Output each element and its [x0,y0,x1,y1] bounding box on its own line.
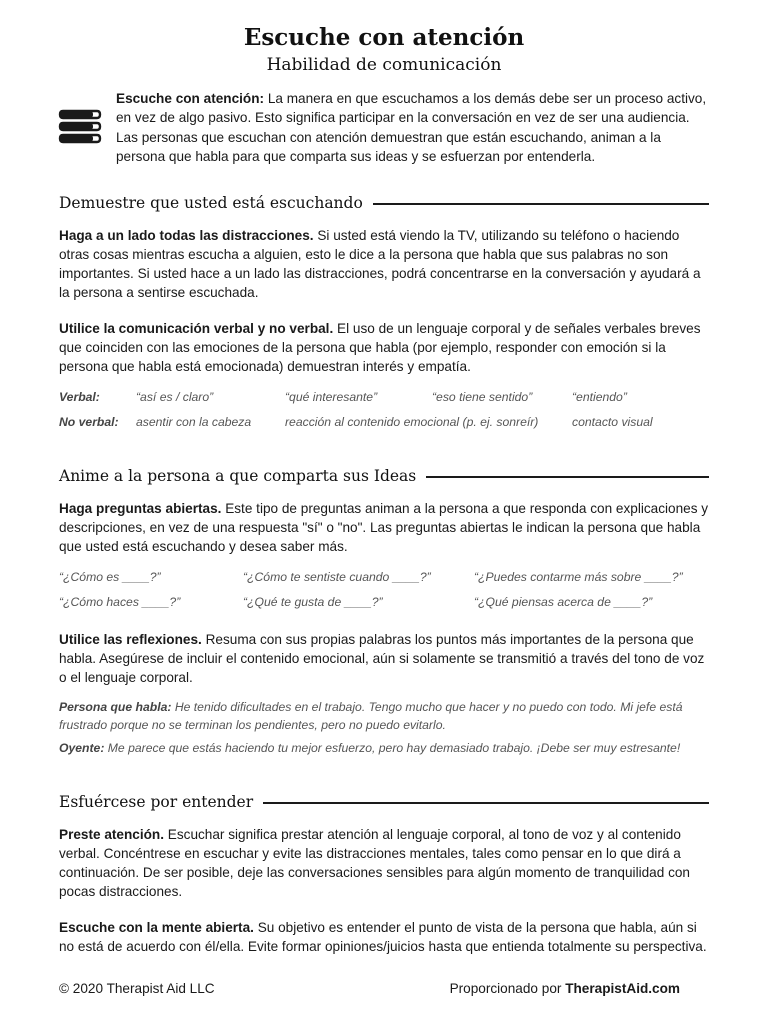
heading-rule [263,802,709,804]
paragraph-body: Resuma con sus propias palabras los puntos más importantes de la persona que habla. Asegúrese de incluir el contenido emocional, aún si solamente se transmitió a través del tono de voz o el lenguaje corporal. [59,632,705,685]
open-question-example: “¿Puedes contarme más sobre ____?” [474,570,683,584]
paragraph-body: El uso de un lenguaje corporal y de señales verbales breves que coinciden con las emociones de la persona que habla (por ejemplo, responder con emoción si la persona que habla está emocionada) demuestran interés y empatía. [59,321,701,374]
nonverbal-example: asentir con la cabeza [136,415,252,429]
paragraph-verbal-nonverbal [59,319,711,376]
nonverbal-example: reacción al contenido emocional (p. ej. sonreír) [285,415,539,429]
books-icon [57,108,103,146]
paragraph-term: Haga preguntas abiertas. [59,501,222,516]
page-title: Escuche con atención [243,24,525,51]
speaker-text: He tenido dificultades en el trabajo. Tengo mucho que hacer y no puedo con todo. Mi jefe está frustrado porque no se terminan los pendientes, pero no puedo evitarlo. [59,700,683,732]
section-heading-show-listening [59,192,709,214]
footer-copyright: © 2020 Therapist Aid LLC [59,981,215,996]
verbal-example: “entiendo” [572,390,627,404]
paragraph-body: Si usted está viendo la TV, utilizando su teléfono o haciendo otras cosas mientras escucha a alguien, esto le dice a la persona que habla que sus palabras no son importantes. Si usted hace a un lado las distracciones, podrá concentrarse en la conversación y ayudará a la persona a sentirse escuchada. [59,228,701,300]
open-question-example: “¿Cómo te sentiste cuando ____?” [243,570,431,584]
footer-provided-prefix: Proporcionado por [449,981,566,996]
heading-rule [426,476,709,478]
open-question-example: “¿Qué te gusta de ____?” [243,595,383,609]
nonverbal-example: contacto visual [572,415,653,429]
paragraph-distractions [59,226,711,302]
paragraph-open-mind [59,918,711,956]
intro-term: Escuche con atención: [116,91,265,106]
heading-rule [373,203,709,205]
paragraph-term: Escuche con la mente abierta. [59,920,254,935]
paragraph-open-questions [59,499,711,556]
section-heading-text: Demuestre que usted está escuchando [59,194,363,212]
intro-paragraph [116,89,712,166]
verbal-example: “eso tiene sentido” [432,390,533,404]
footer-brand-link[interactable]: TherapistAid.com [565,981,680,996]
speaker-label: Persona que habla: [59,700,172,714]
paragraph-term: Utilice las reflexiones. [59,632,202,647]
listener-text: Me parece que estás haciendo tu mejor esfuerzo, pero hay demasiado trabajo. ¡Debe ser muy estresante! [104,741,681,755]
open-question-example: “¿Cómo haces ____?” [59,595,181,609]
verbal-label: Verbal: [59,390,100,404]
listener-label: Oyente: [59,741,105,755]
page-subtitle: Habilidad de comunicación [266,55,502,75]
paragraph-term: Utilice la comunicación verbal y no verbal. [59,321,334,336]
paragraph-reflections [59,630,711,687]
paragraph-pay-attention [59,825,711,901]
paragraph-term: Preste atención. [59,827,165,842]
footer-provided-by [450,981,680,996]
section-heading-text: Esfuércese por entender [59,793,254,811]
open-question-example: “¿Cómo es ____?” [59,570,161,584]
dialog-speaker [59,698,715,734]
section-heading-text: Anime a la persona a que comparta sus Ideas [59,467,417,485]
dialog-listener [59,739,715,757]
intro-body: La manera en que escuchamos a los demás debe ser un proceso activo, en vez de algo pasivo. Esto significa participar en la conversación en vez de ser una audiencia. Las personas que escuchan con atención demuestran que están escuchando, animan a la persona que habla para que comparta sus ideas y se esfuerzan por entenderla. [116,91,707,164]
open-question-example: “¿Qué piensas acerca de ____?” [474,595,653,609]
paragraph-body: Escuchar significa prestar atención al lenguaje corporal, al tono de voz y al contenido verbal. Concéntrese en escuchar y evite las distracciones mentales, tales como pensar en lo que dirá a continuación. De ser posible, deje las conversaciones sensibles para algún momento de tranquilidad con pocas distracciones. [59,827,690,899]
paragraph-term: Haga a un lado todas las distracciones. [59,228,314,243]
verbal-example: “qué interesante” [285,390,378,404]
verbal-example: “así es / claro” [136,390,214,404]
paragraph-body: Este tipo de preguntas animan a la persona a que responda con explicaciones y descripciones, en vez de una respuesta "sí" o "no". Las preguntas abiertas le indican la persona que habla que usted está escuchando y desea saber más. [59,501,709,554]
section-heading-strive-understand [59,791,709,813]
section-heading-encourage-sharing [59,465,709,487]
nonverbal-label: No verbal: [59,415,119,429]
paragraph-body: Su objetivo es entender el punto de vista de la persona que habla, aún si no está de acuerdo con él/ella. Evite formar opiniones/juicios hasta que entienda totalmente su perspectiva. [59,920,707,954]
